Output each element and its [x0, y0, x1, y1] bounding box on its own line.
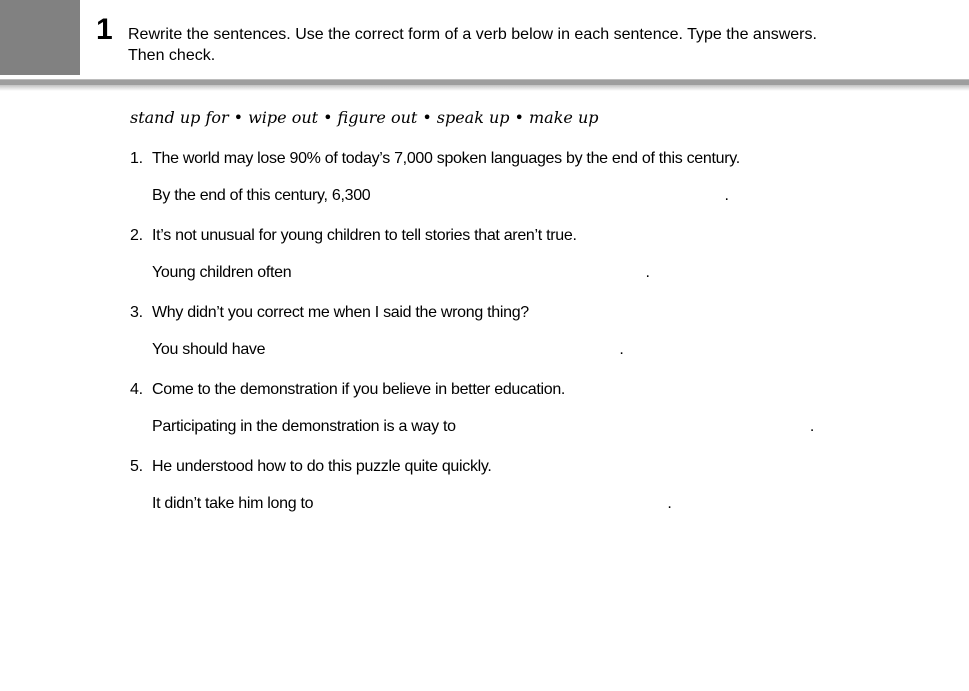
original-sentence-line [130, 149, 949, 169]
answer-input[interactable] [295, 265, 645, 281]
original-sentence-line [130, 457, 949, 477]
original-sentence-text: Why didn’t you correct me when I said the wrong thing? [152, 304, 529, 321]
answer-punctuation: . [724, 187, 729, 204]
answer-prefix: Participating in the demonstration is a way to [152, 418, 456, 435]
instructions-line-1: Rewrite the sentences. Use the correct form of a verb below in each sentence. Type the answers. [128, 26, 817, 43]
answer-line [152, 186, 949, 206]
sentence-item [130, 303, 949, 360]
sentence-number: 2. [130, 227, 143, 244]
answer-punctuation: . [667, 495, 672, 512]
answer-prefix: It didn’t take him long to [152, 495, 314, 512]
header-divider [0, 79, 969, 91]
answer-prefix: By the end of this century, 6,300 [152, 187, 371, 204]
word-bank-item: figure out [337, 108, 418, 127]
bullet-separator: • [323, 108, 333, 127]
answer-punctuation: . [645, 264, 650, 281]
original-sentence-line [130, 226, 949, 246]
original-sentence-text: Come to the demonstration if you believe in better education. [152, 381, 566, 398]
exercise-content [0, 91, 969, 534]
sentence-number: 5. [130, 458, 143, 475]
word-bank [130, 107, 949, 129]
answer-prefix: You should have [152, 341, 266, 358]
exercise-instructions [128, 24, 928, 66]
word-bank-item: wipe out [248, 108, 319, 127]
answer-line [152, 494, 949, 514]
exercise-number: 1 [96, 13, 113, 46]
sentence-item [130, 226, 949, 283]
bullet-separator: • [514, 108, 524, 127]
sentence-item [130, 380, 949, 437]
word-bank-item: speak up [436, 108, 510, 127]
answer-input[interactable] [317, 496, 667, 512]
answer-input[interactable] [269, 342, 619, 358]
original-sentence-text: The world may lose 90% of today’s 7,000 spoken languages by the end of this century. [152, 150, 740, 167]
answer-punctuation: . [809, 418, 815, 435]
original-sentence-text: He understood how to do this puzzle quite quickly. [152, 458, 492, 475]
answer-line [152, 340, 949, 360]
bullet-separator: • [422, 108, 432, 127]
answer-punctuation: . [619, 341, 624, 358]
sentence-item [130, 149, 949, 206]
original-sentence-text: It’s not unusual for young children to tell stories that aren’t true. [152, 227, 577, 244]
answer-prefix: Young children often [152, 264, 292, 281]
answer-input[interactable] [375, 188, 725, 204]
sentence-item [130, 457, 949, 514]
bullet-separator: • [233, 108, 244, 127]
sentence-number: 1. [130, 150, 143, 167]
sentence-number: 3. [130, 304, 143, 321]
answer-line [152, 417, 949, 437]
answer-line [152, 263, 949, 283]
word-bank-item: make up [528, 108, 599, 127]
instructions-line-2: Then check. [128, 47, 216, 64]
word-bank-item: stand up for [130, 108, 229, 127]
answer-input[interactable] [460, 419, 810, 435]
corner-tab [0, 0, 80, 75]
sentence-number: 4. [130, 381, 143, 398]
original-sentence-line [130, 380, 949, 400]
original-sentence-line [130, 303, 949, 323]
